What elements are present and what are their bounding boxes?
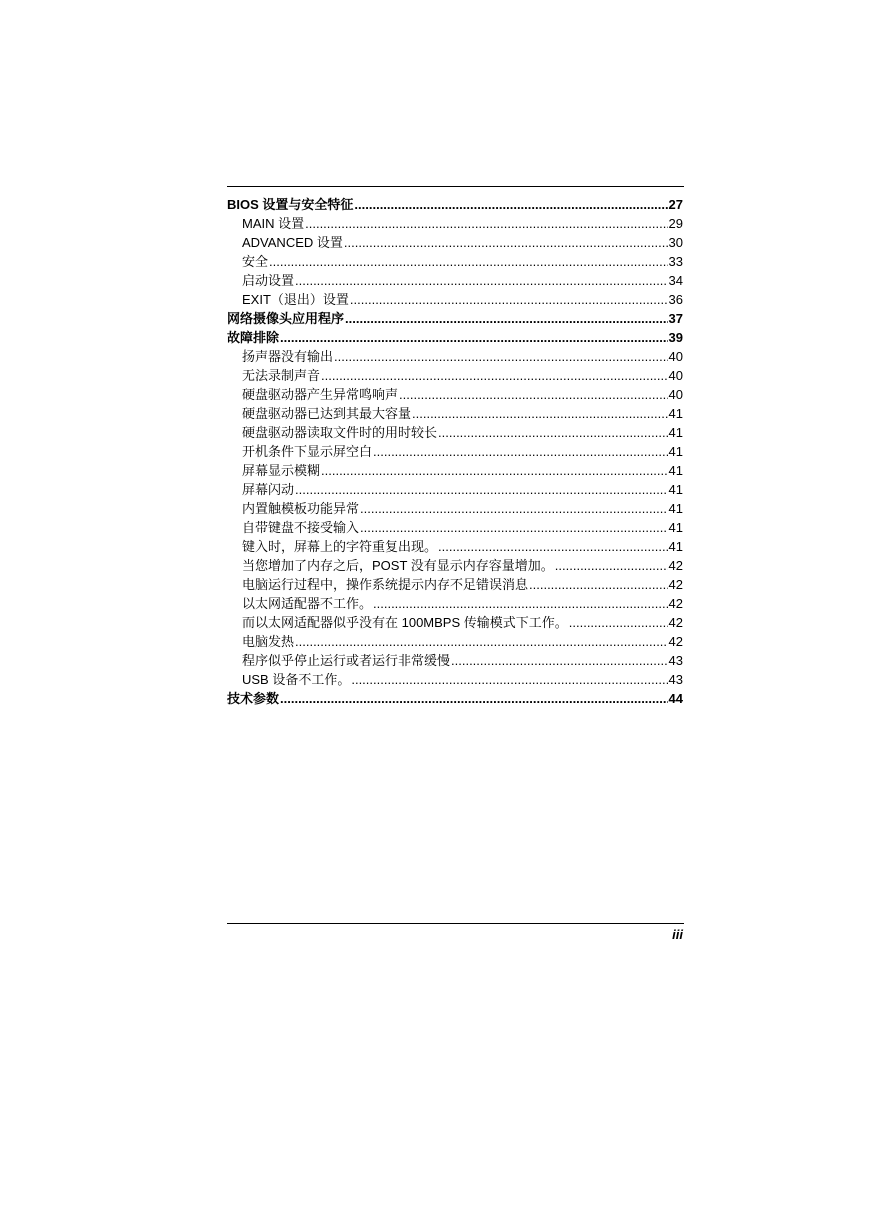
toc-entry-page: 42 [668,577,683,592]
page-number: iii [672,927,683,942]
toc-dot-leader [438,423,668,442]
toc-entry-title: 键入时，屏幕上的字符重复出现。 [242,539,438,554]
toc-entry-title: 硬盘驱动器已达到其最大容量 [242,406,412,421]
toc-entry-page: 42 [668,634,683,649]
toc-entry[interactable] [227,518,683,537]
toc-entry-title: 电脑运行过程中，操作系统提示内存不足错误消息 [242,577,529,592]
toc-dot-leader [354,195,667,214]
toc-dot-leader [360,518,668,537]
toc-dot-leader [321,461,668,480]
toc-entry-title: 安全 [242,254,269,269]
toc-dot-leader [269,252,668,271]
toc-dot-leader [305,214,667,233]
toc-entry-title: 故障排除 [227,330,280,345]
toc-entry[interactable] [227,480,683,499]
toc-entry[interactable] [227,632,683,651]
toc-entry-title: 屏幕闪动 [242,482,295,497]
toc-entry-page: 37 [668,311,683,326]
footer-rule [227,923,684,924]
toc-entry-title: 以太网适配器不工作。 [242,596,373,611]
table-of-contents [227,195,683,708]
toc-entry-title: 网络摄像头应用程序 [227,311,345,326]
toc-entry[interactable] [227,613,683,632]
toc-entry-page: 44 [668,691,683,706]
toc-entry-title: 技术参数 [227,691,280,706]
toc-dot-leader [351,670,667,689]
toc-entry-page: 43 [668,653,683,668]
toc-dot-leader [280,689,668,708]
toc-entry-page: 41 [668,406,683,421]
toc-entry[interactable] [227,423,683,442]
toc-entry-title: BIOS 设置与安全特征 [227,197,354,212]
toc-entry-page: 27 [668,197,683,212]
toc-entry[interactable] [227,556,683,575]
toc-dot-leader [295,632,668,651]
toc-entry-page: 41 [668,520,683,535]
toc-entry-page: 41 [668,539,683,554]
toc-entry-title: USB 设备不工作。 [242,672,351,687]
toc-dot-leader [344,233,668,252]
toc-dot-leader [345,309,668,328]
toc-dot-leader [569,613,668,632]
toc-entry[interactable] [227,404,683,423]
toc-dot-leader [280,328,668,347]
toc-entry[interactable] [227,575,683,594]
toc-entry[interactable] [227,499,683,518]
toc-dot-leader [295,271,668,290]
toc-entry[interactable] [227,271,683,290]
toc-dot-leader [451,651,668,670]
toc-entry-title: 启动设置 [242,273,295,288]
toc-entry-page: 29 [668,216,683,231]
toc-entry-page: 40 [668,387,683,402]
toc-entry[interactable] [227,309,683,328]
header-rule [227,186,684,187]
toc-entry[interactable] [227,670,683,689]
toc-dot-leader [373,594,668,613]
toc-entry[interactable] [227,385,683,404]
toc-entry[interactable] [227,347,683,366]
toc-dot-leader [412,404,668,423]
toc-entry-page: 42 [668,615,683,630]
toc-entry[interactable] [227,366,683,385]
toc-entry-title: 开机条件下显示屏空白 [242,444,373,459]
toc-entry-page: 43 [668,672,683,687]
toc-entry[interactable] [227,442,683,461]
toc-entry[interactable] [227,252,683,271]
toc-entry-page: 39 [668,330,683,345]
toc-dot-leader [321,366,668,385]
toc-entry-page: 40 [668,368,683,383]
toc-entry-page: 42 [668,596,683,611]
toc-entry-page: 41 [668,463,683,478]
toc-entry-title: 内置触模板功能异常 [242,501,360,516]
toc-entry-page: 41 [668,425,683,440]
toc-entry[interactable] [227,290,683,309]
toc-entry[interactable] [227,537,683,556]
toc-entry-page: 36 [668,292,683,307]
toc-entry-title: ADVANCED 设置 [242,235,343,250]
toc-entry-title: 无法录制声音 [242,368,321,383]
toc-dot-leader [373,442,668,461]
toc-dot-leader [295,480,668,499]
toc-entry-page: 42 [668,558,683,573]
toc-entry-title: 自带键盘不接受输入 [242,520,360,535]
toc-dot-leader [529,575,668,594]
toc-entry[interactable] [227,214,683,233]
toc-entry-title: 屏幕显示模糊 [242,463,321,478]
toc-entry[interactable] [227,195,683,214]
toc-dot-leader [334,347,668,366]
toc-entry-title: 电脑发热 [242,634,295,649]
toc-entry[interactable] [227,328,683,347]
toc-entry-page: 40 [668,349,683,364]
toc-entry[interactable] [227,233,683,252]
toc-entry-page: 41 [668,482,683,497]
toc-entry-page: 34 [668,273,683,288]
toc-entry-title: 扬声器没有输出 [242,349,334,364]
toc-entry-page: 41 [668,501,683,516]
toc-dot-leader [350,290,668,309]
toc-entry-title: 硬盘驱动器产生异常鸣响声 [242,387,399,402]
toc-entry-title: 而以太网适配器似乎没有在 100MBPS 传输模式下工作。 [242,615,568,630]
toc-dot-leader [399,385,668,404]
toc-entry-title: EXIT（退出）设置 [242,292,349,307]
toc-entry-page: 41 [668,444,683,459]
toc-dot-leader [438,537,668,556]
toc-entry-title: MAIN 设置 [242,216,305,231]
toc-entry[interactable] [227,651,683,670]
toc-entry[interactable] [227,594,683,613]
toc-entry[interactable] [227,461,683,480]
toc-entry-title: 当您增加了内存之后，POST 没有显示内存容量增加。 [242,558,554,573]
toc-entry-title: 程序似乎停止运行或者运行非常缓慢 [242,653,451,668]
toc-dot-leader [555,556,668,575]
toc-entry-page: 30 [668,235,683,250]
toc-entry-page: 33 [668,254,683,269]
toc-entry[interactable] [227,689,683,708]
toc-dot-leader [360,499,668,518]
toc-entry-title: 硬盘驱动器读取文件时的用时较长 [242,425,438,440]
